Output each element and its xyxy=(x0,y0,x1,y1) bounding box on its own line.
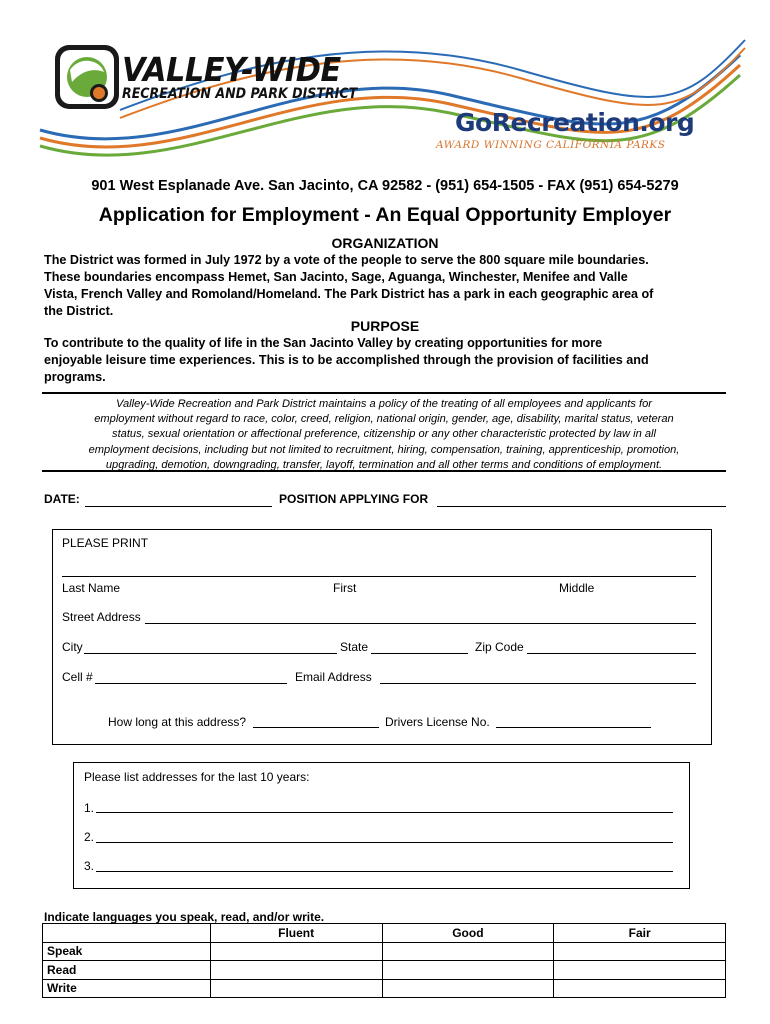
table-cell[interactable] xyxy=(554,979,726,998)
policy-line: upgrading, demotion, downgrading, transfer, layoff, termination and all other terms and conditions of employment. xyxy=(105,458,663,471)
table-row xyxy=(43,942,726,961)
eeo-policy xyxy=(42,392,726,472)
table-cell[interactable] xyxy=(382,942,554,961)
policy-line: status, sexual orientation or affectional preference, citizenship or any other characteristic protected by law in all xyxy=(112,428,656,441)
row-read: Read xyxy=(43,961,211,980)
row-write: Write xyxy=(43,979,211,998)
purpose-text xyxy=(44,335,734,386)
address-line: 901 West Esplanade Ave. San Jacinto, CA 92582 - (951) 654-1505 - FAX (951) 654-5279 xyxy=(91,178,679,194)
purpose-line: programs. xyxy=(44,370,106,384)
header xyxy=(0,0,770,175)
organization-heading: ORGANIZATION xyxy=(331,235,439,251)
purpose-line: To contribute to the quality of life in the San Jacinto Valley by creating opportunities for more xyxy=(44,336,603,350)
table-cell[interactable] xyxy=(382,979,554,998)
cell-field[interactable] xyxy=(95,669,287,684)
policy-line: employment without regard to race, color, creed, religion, national origin, gender, age, disability, marital status, veteran xyxy=(94,413,674,426)
table-cell[interactable] xyxy=(210,942,382,961)
zip-label: Zip Code xyxy=(475,640,524,654)
email-field[interactable] xyxy=(380,669,696,684)
table-row xyxy=(43,961,726,980)
full-name-field[interactable] xyxy=(62,562,696,577)
address-3-field[interactable] xyxy=(96,857,673,872)
cell-label: Cell # xyxy=(62,670,93,684)
tagline: AWARD WINNING CALIFORNIA PARKS xyxy=(436,139,666,151)
table-row xyxy=(43,979,726,998)
table-cell[interactable] xyxy=(554,961,726,980)
org-subtitle: RECREATION AND PARK DISTRICT xyxy=(122,86,358,102)
page-title: Application for Employment - An Equal Opportunity Employer xyxy=(98,204,672,226)
city-field[interactable] xyxy=(84,639,337,654)
policy-line: Valley-Wide Recreation and Park District maintains a policy of the treating of all employees and applicants for xyxy=(116,398,652,410)
table-cell[interactable] xyxy=(382,961,554,980)
column-good: Good xyxy=(382,924,554,943)
organization-line: Vista, French Valley and Romoland/Homeland. The Park District has a park in each geographic area of xyxy=(44,287,654,301)
organization-line: the District. xyxy=(44,304,114,318)
district-logo-icon xyxy=(55,45,119,109)
city-label: City xyxy=(62,640,83,654)
row-speak: Speak xyxy=(43,942,211,961)
org-name: VALLEY-WIDE xyxy=(122,50,341,89)
date-label: DATE: xyxy=(44,492,80,506)
column-fluent: Fluent xyxy=(210,924,382,943)
address-2-label: 2. xyxy=(84,830,95,844)
purpose-line: enjoyable leisure time experiences. This is to be accomplished through the provision of facilities and xyxy=(44,353,649,367)
position-field[interactable] xyxy=(437,492,726,507)
table-cell xyxy=(43,924,211,943)
state-label: State xyxy=(340,640,369,654)
previous-addresses-heading: Please list addresses for the last 10 years: xyxy=(84,770,310,784)
date-field[interactable] xyxy=(85,492,272,507)
middle-name-label: Middle xyxy=(559,581,595,595)
table-cell[interactable] xyxy=(210,961,382,980)
address-3-label: 3. xyxy=(84,859,95,873)
column-fair: Fair xyxy=(554,924,726,943)
position-label: POSITION APPLYING FOR xyxy=(279,492,429,506)
languages-table xyxy=(42,923,726,998)
address-1-label: 1. xyxy=(84,801,95,815)
address-2-field[interactable] xyxy=(96,828,673,843)
table-cell[interactable] xyxy=(210,979,382,998)
address-1-field[interactable] xyxy=(96,798,673,813)
street-label: Street Address xyxy=(62,610,141,624)
zip-field[interactable] xyxy=(527,639,696,654)
how-long-field[interactable] xyxy=(253,713,379,728)
table-row xyxy=(43,924,726,943)
policy-line: employment decisions, including but not limited to recruitment, hiring, compensation, training, apprenticeship, promotion, xyxy=(88,443,680,456)
organization-text xyxy=(44,252,734,320)
last-name-label: Last Name xyxy=(62,581,121,595)
license-field[interactable] xyxy=(496,713,651,728)
organization-line: The District was formed in July 1972 by a vote of the people to serve the 800 square mile boundaries. xyxy=(44,253,649,267)
please-print-label: PLEASE PRINT xyxy=(62,536,149,550)
license-label: Drivers License No. xyxy=(385,715,490,729)
how-long-label: How long at this address? xyxy=(108,715,247,729)
organization-line: These boundaries encompass Hemet, San Jacinto, Sage, Aguanga, Winchester, Menifee and Valle xyxy=(44,270,628,284)
table-cell[interactable] xyxy=(554,942,726,961)
languages-heading: Indicate languages you speak, read, and/or write. xyxy=(44,910,325,924)
first-name-label: First xyxy=(333,581,357,595)
email-label: Email Address xyxy=(295,670,372,684)
website-logo: GoRecreation.org xyxy=(455,108,695,137)
street-field[interactable] xyxy=(145,609,696,624)
purpose-heading: PURPOSE xyxy=(350,318,420,334)
state-field[interactable] xyxy=(371,639,468,654)
